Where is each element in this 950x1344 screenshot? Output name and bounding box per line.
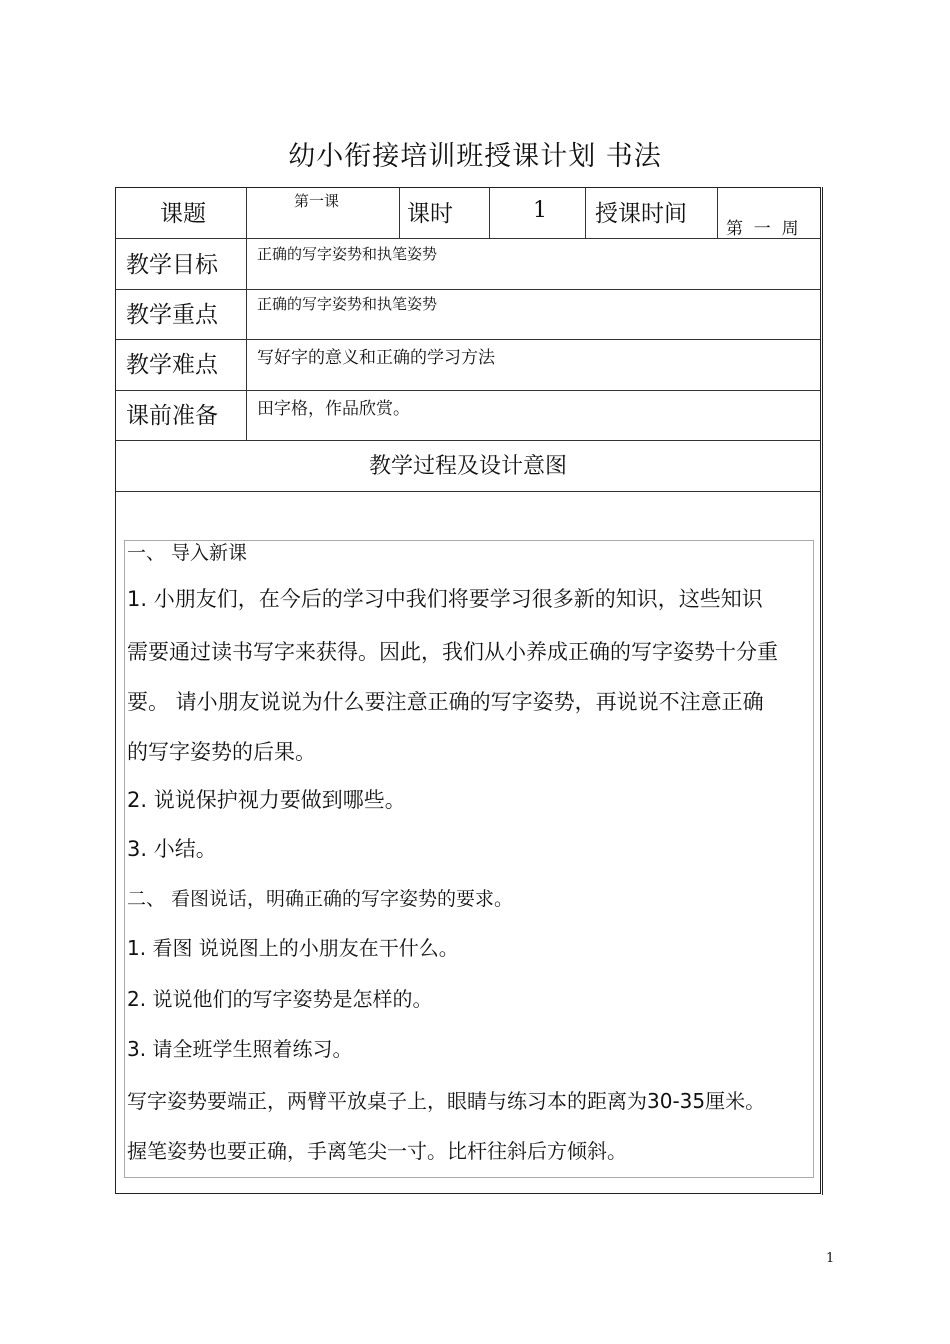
row-label-focus: 教学重点 [126, 302, 218, 328]
row-value-focus: 正确的写字姿势和执笔姿势 [257, 295, 438, 313]
process-line: 3. 请全班学生照着练习。 [127, 1037, 353, 1061]
row-value-difficulty: 写好字的意义和正确的学习方法 [257, 348, 495, 368]
row-divider [116, 491, 820, 492]
column-divider [717, 188, 718, 238]
process-line: 1. 看图 说说图上的小朋友在干什么。 [127, 936, 459, 960]
row-label-difficulty: 教学难点 [126, 352, 218, 378]
row-value-goal: 正确的写字姿势和执笔姿势 [257, 245, 438, 263]
row-label-preparation: 课前准备 [126, 403, 218, 429]
section-heading-1: 一、 导入新课 [127, 542, 248, 564]
time-value: 第 一 周 [726, 219, 799, 239]
row-value-preparation: 田字格，作品欣赏。 [257, 399, 410, 419]
table-right-border [822, 187, 823, 1195]
hours-value: 1 [533, 198, 547, 223]
row-divider [116, 289, 820, 290]
row-label-goal: 教学目标 [126, 252, 218, 278]
process-line: 2. 说说他们的写字姿势是怎样的。 [127, 987, 433, 1011]
topic-value: 第一课 [294, 192, 340, 210]
process-line: 的写字姿势的后果。 [127, 740, 316, 764]
process-line: 写字姿势要端正，两臂平放桌子上，眼睛与练习本的距离为30-35厘米。 [127, 1089, 766, 1113]
process-line: 3. 小结。 [127, 837, 217, 861]
section-heading-2: 二、 看图说话，明确正确的写字姿势的要求。 [127, 888, 514, 910]
column-divider [585, 188, 586, 238]
process-line: 需要通过读书写字来获得。因此，我们从小养成正确的写字姿势十分重 [127, 640, 778, 664]
row-divider [116, 440, 820, 441]
hours-label: 课时 [407, 201, 453, 227]
row-divider [116, 339, 820, 340]
time-label: 授课时间 [595, 201, 687, 227]
column-divider [246, 188, 247, 440]
process-heading: 教学过程及设计意图 [368, 454, 567, 479]
process-line: 要。 请小朋友说说为什么要注意正确的写字姿势，再说说不注意正确 [127, 690, 764, 714]
row-divider [116, 390, 820, 391]
column-divider [399, 188, 400, 238]
topic-label: 课题 [160, 201, 206, 227]
process-line: 1. 小朋友们，在今后的学习中我们将要学习很多新的知识，这些知识 [127, 587, 763, 611]
process-line: 2. 说说保护视力要做到哪些。 [127, 788, 406, 812]
process-line: 握笔姿势也要正确，手离笔尖一寸。比杆往斜后方倾斜。 [127, 1139, 627, 1163]
document-title: 幼小衔接培训班授课计划 书法 [288, 141, 662, 172]
row-divider [116, 238, 820, 239]
column-divider [489, 188, 490, 238]
page-number: 1 [826, 1251, 835, 1266]
